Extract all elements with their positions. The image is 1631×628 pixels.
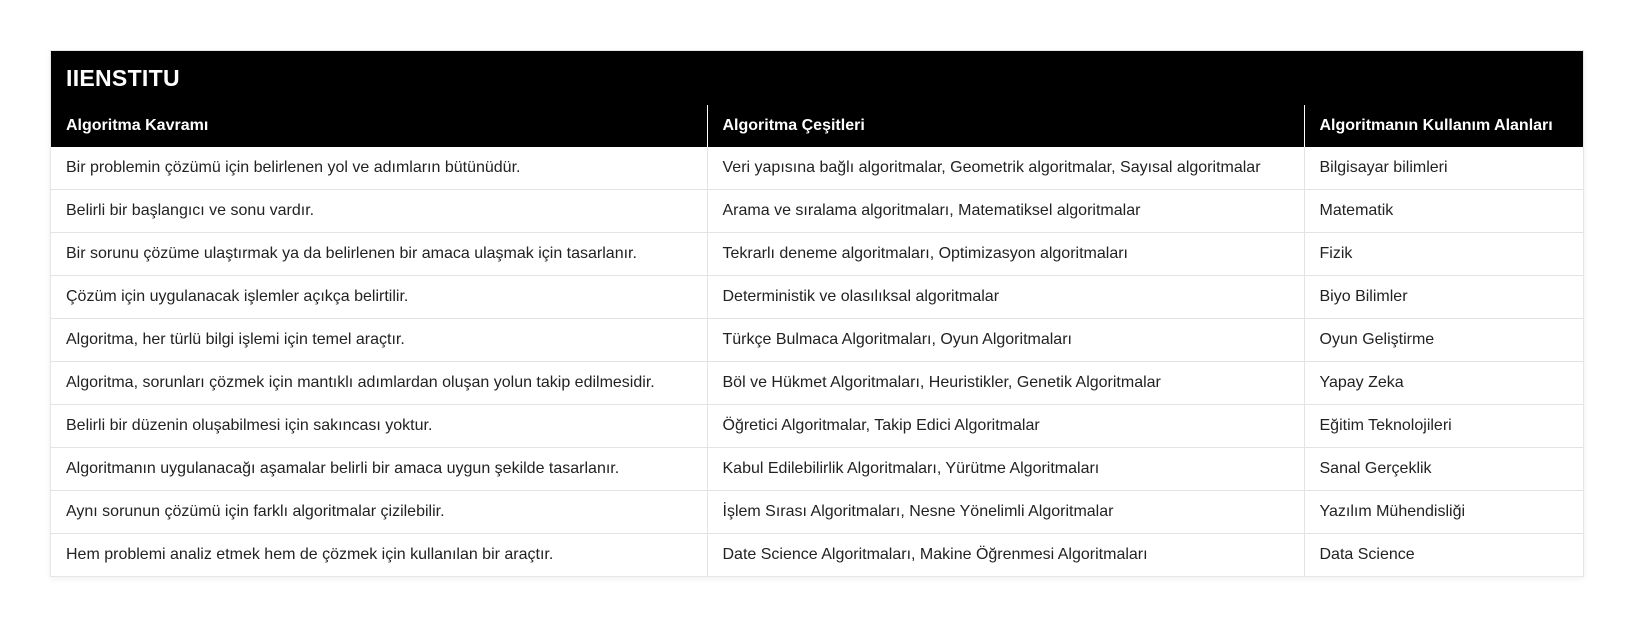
column-header-types: Algoritma Çeşitleri bbox=[707, 105, 1304, 147]
table-cell-concept: Çözüm için uygulanacak işlemler açıkça belirtilir. bbox=[51, 276, 707, 319]
table-cell-usage-area: Data Science bbox=[1304, 534, 1583, 577]
brand-title: IIENSTITU bbox=[51, 51, 1583, 105]
table-cell-concept: Belirli bir başlangıcı ve sonu vardır. bbox=[51, 190, 707, 233]
table-cell-usage-area: Sanal Gerçeklik bbox=[1304, 448, 1583, 491]
table-cell-concept: Belirli bir düzenin oluşabilmesi için sakıncası yoktur. bbox=[51, 405, 707, 448]
table-cell-types: Kabul Edilebilirlik Algoritmaları, Yürütme Algoritmaları bbox=[707, 448, 1304, 491]
table-cell-concept: Bir sorunu çözüme ulaştırmak ya da belirlenen bir amaca ulaşmak için tasarlanır. bbox=[51, 233, 707, 276]
table-cell-usage-area: Eğitim Teknolojileri bbox=[1304, 405, 1583, 448]
table-row bbox=[51, 147, 1583, 190]
table-row bbox=[51, 190, 1583, 233]
table-row bbox=[51, 233, 1583, 276]
table-cell-types: Veri yapısına bağlı algoritmalar, Geometrik algoritmalar, Sayısal algoritmalar bbox=[707, 147, 1304, 190]
table-cell-types: Öğretici Algoritmalar, Takip Edici Algoritmalar bbox=[707, 405, 1304, 448]
table-cell-usage-area: Biyo Bilimler bbox=[1304, 276, 1583, 319]
table-cell-types: Türkçe Bulmaca Algoritmaları, Oyun Algoritmaları bbox=[707, 319, 1304, 362]
algorithm-table bbox=[51, 105, 1583, 576]
table-cell-usage-area: Yapay Zeka bbox=[1304, 362, 1583, 405]
table-cell-concept: Bir problemin çözümü için belirlenen yol ve adımların bütünüdür. bbox=[66, 159, 521, 176]
table-cell-concept: Aynı sorunun çözümü için farklı algoritmalar çizilebilir. bbox=[51, 491, 707, 534]
table-cell-types: Arama ve sıralama algoritmaları, Matematiksel algoritmalar bbox=[707, 190, 1304, 233]
column-header-concept: Algoritma Kavramı bbox=[51, 105, 707, 147]
table-row bbox=[51, 362, 1583, 405]
table-cell-usage-area: Bilgisayar bilimleri bbox=[1304, 147, 1583, 190]
table-cell-types: Deterministik ve olasılıksal algoritmalar bbox=[707, 276, 1304, 319]
table-row bbox=[51, 319, 1583, 362]
table-row bbox=[51, 491, 1583, 534]
algorithm-table-card bbox=[50, 50, 1584, 577]
table-header-row bbox=[51, 105, 1583, 147]
table-cell-usage-area: Yazılım Mühendisliği bbox=[1304, 491, 1583, 534]
table-cell-types: İşlem Sırası Algoritmaları, Nesne Yönelimli Algoritmalar bbox=[707, 491, 1304, 534]
column-header-usage-areas: Algoritmanın Kullanım Alanları bbox=[1304, 105, 1583, 147]
table-cell-concept: Algoritma, her türlü bilgi işlemi için temel araçtır. bbox=[51, 319, 707, 362]
table-cell-usage-area: Matematik bbox=[1304, 190, 1583, 233]
table-cell-usage-area: Oyun Geliştirme bbox=[1304, 319, 1583, 362]
table-cell-types: Tekrarlı deneme algoritmaları, Optimizasyon algoritmaları bbox=[707, 233, 1304, 276]
table-cell-concept: Algoritmanın uygulanacağı aşamalar belirli bir amaca uygun şekilde tasarlanır. bbox=[51, 448, 707, 491]
table-cell-concept: Hem problemi analiz etmek hem de çözmek için kullanılan bir araçtır. bbox=[51, 534, 707, 577]
table-row bbox=[51, 276, 1583, 319]
table-row bbox=[51, 534, 1583, 577]
table-cell-types: Böl ve Hükmet Algoritmaları, Heuristikler, Genetik Algoritmalar bbox=[707, 362, 1304, 405]
table-row bbox=[51, 448, 1583, 491]
table-cell-types: Date Science Algoritmaları, Makine Öğrenmesi Algoritmaları bbox=[707, 534, 1304, 577]
table-cell-usage-area: Fizik bbox=[1304, 233, 1583, 276]
table-row bbox=[51, 405, 1583, 448]
table-cell-concept: Algoritma, sorunları çözmek için mantıklı adımlardan oluşan yolun takip edilmesidir. bbox=[51, 362, 707, 405]
